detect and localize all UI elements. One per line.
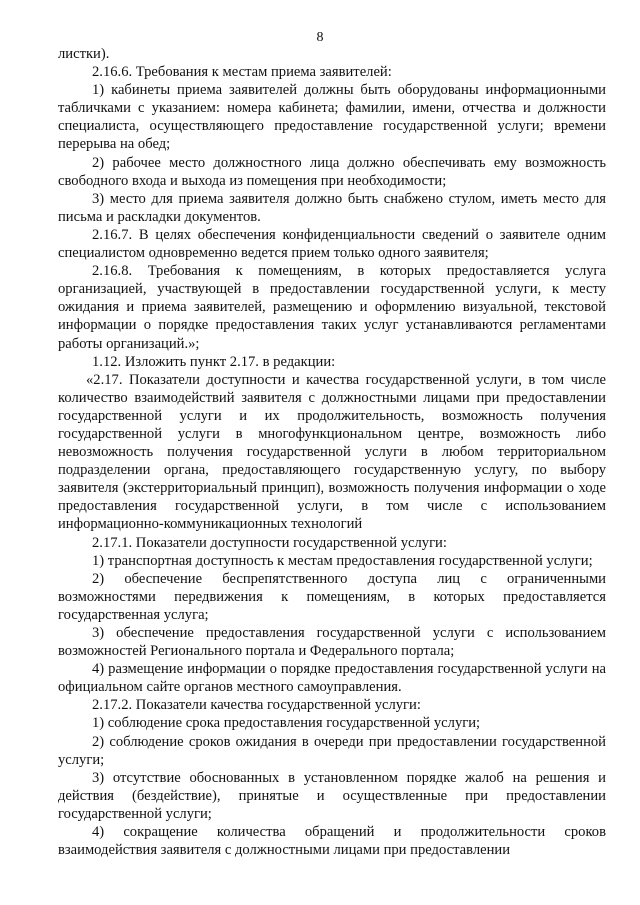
paragraph-2-16-6: 2.16.6. Требования к местам приема заявителей: <box>92 64 392 81</box>
paragraph-continuation: листки). <box>58 46 110 62</box>
paragraph-2-17: «2.17. Показатели доступности и качества государственной услуги, в том числе количество взаимодействий заявителя с должностными лицами при предоставлении государственной услуги и их продолжительность, возможность получения государственной услуги в многофункциональном центре, возможность либо невозможность получения государственной услуги в любом территориальном подразделении органа, предоставляющего государственную услугу, по выбору заявителя (экстерриториальный принцип), возможность получения информации о ходе предоставления государственной услуги, в том числе с использованием информационно-коммуникационных технологий <box>58 371 606 533</box>
paragraph-2-16-8: 2.16.8. Требования к помещениям, в которых предоставляется услуга организацией, участвующей в предоставлении государственной услуги, к месту ожидания и приема заявителей, размещению и оформлению визуальной, текстовой информации о порядке предоставления таких услуг устанавливаются регламентами работы организаций.»; <box>58 263 606 352</box>
paragraph-2-16-6-item-2: 2) рабочее место должностного лица должно обеспечивать ему возможность свободного входа и выхода из помещения при необходимости; <box>58 154 606 189</box>
paragraph-2-17-2-item-4: 4) сокращение количества обращений и продолжительности сроков взаимодействия заявителя с должностными лицами при предоставлении <box>58 824 606 859</box>
paragraph-2-16-6-item-3: 3) место для приема заявителя должно быть снабжено стулом, иметь место для письма и раскладки документов. <box>58 190 606 225</box>
paragraph-1-12: 1.12. Изложить пункт 2.17. в редакции: <box>92 353 336 370</box>
paragraph-2-17-2-item-1: 1) соблюдение срока предоставления государственной услуги; <box>92 715 481 732</box>
paragraph-2-17-1-item-2: 2) обеспечение беспрепятственного доступа лиц с ограниченными возможностями передвижения к помещениям, в которых предоставляется государственная услуга; <box>58 570 606 623</box>
paragraph-2-17-2: 2.17.2. Показатели качества государственной услуги: <box>92 697 421 714</box>
paragraph-2-16-7: 2.16.7. В целях обеспечения конфиденциальности сведений о заявителе одним специалистом одновременно ведется прием только одного заявителя; <box>58 226 606 262</box>
page-number: 8 <box>316 30 324 45</box>
document-body <box>58 45 606 859</box>
paragraph-2-17-2-item-3: 3) отсутствие обоснованных в установленном порядке жалоб на решения и действия (бездействие), принятые и осуществленные при предоставлении государственной услуги; <box>58 769 606 822</box>
paragraph-2-16-6-item-1: 1) кабинеты приема заявителей должны быть оборудованы информационными табличками с указанием: номера кабинета; фамилии, имени, отчества и должности специалиста, осуществляющего предоставление государственной услуги; времени перерыва на обед; <box>58 82 606 153</box>
paragraph-2-17-1: 2.17.1. Показатели доступности государственной услуги: <box>92 534 447 551</box>
paragraph-2-17-1-item-3: 3) обеспечение предоставления государственной услуги с использованием возможностей Регионального портала и Федерального портала; <box>58 625 606 660</box>
paragraph-2-17-2-item-2: 2) соблюдение сроков ожидания в очереди при предоставлении государственной услуги; <box>58 733 606 768</box>
paragraph-2-17-1-item-4: 4) размещение информации о порядке предоставления государственной услуги на официальном сайте органов местного самоуправления. <box>58 661 606 696</box>
paragraph-2-17-1-item-1: 1) транспортная доступность к местам предоставления государственной услуги; <box>92 552 593 569</box>
